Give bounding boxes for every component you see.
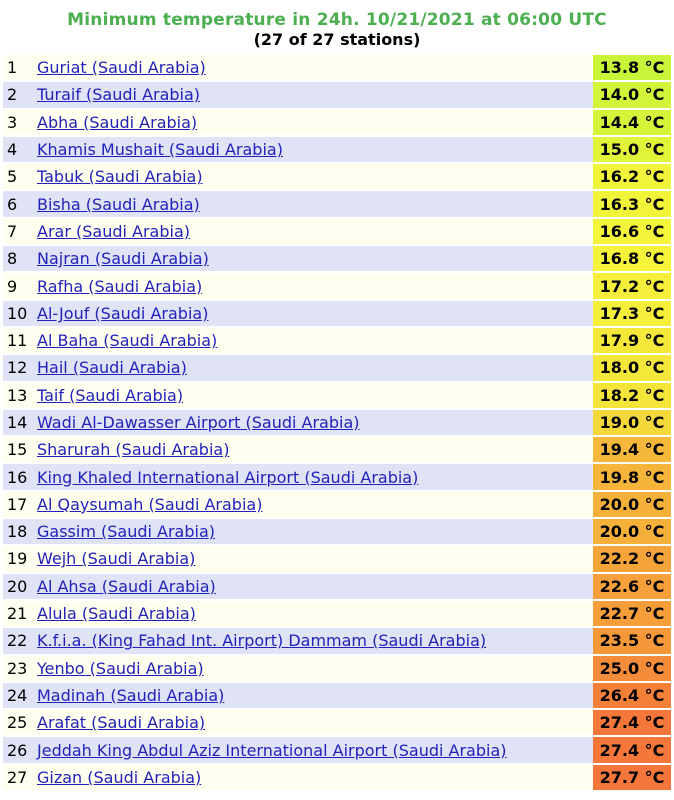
station-cell: [37, 437, 593, 462]
rank-cell: 25: [3, 710, 37, 735]
table-row: [3, 246, 671, 271]
station-link[interactable]: Yenbo (Saudi Arabia): [37, 658, 204, 678]
station-cell: [37, 519, 593, 544]
station-cell: [37, 765, 593, 790]
table-row: [3, 328, 671, 353]
rank-cell: 19: [3, 546, 37, 571]
rank-cell: 3: [3, 110, 37, 135]
rank-cell: 26: [3, 737, 37, 762]
rank-cell: 12: [3, 355, 37, 380]
rank-cell: 11: [3, 328, 37, 353]
rank-cell: 9: [3, 273, 37, 298]
temperature-cell: 19.8 °C: [593, 464, 671, 489]
table-row: [3, 110, 671, 135]
station-cell: [37, 628, 593, 653]
station-cell: [37, 656, 593, 681]
rank-cell: 6: [3, 191, 37, 216]
station-link[interactable]: Gizan (Saudi Arabia): [37, 767, 202, 787]
table-row: [3, 601, 671, 626]
table-row: [3, 355, 671, 380]
station-link[interactable]: Al Baha (Saudi Arabia): [37, 331, 218, 351]
table-row: [3, 410, 671, 435]
temperature-cell: 19.0 °C: [593, 410, 671, 435]
temperature-cell: 16.8 °C: [593, 246, 671, 271]
rank-cell: 7: [3, 219, 37, 244]
station-link[interactable]: Wadi Al-Dawasser Airport (Saudi Arabia): [37, 413, 360, 432]
table-row: [3, 683, 671, 708]
table-row: [3, 519, 671, 544]
rank-cell: 17: [3, 492, 37, 517]
station-cell: [37, 246, 593, 271]
station-link[interactable]: Alula (Saudi Arabia): [37, 604, 196, 624]
rank-cell: 4: [3, 137, 37, 162]
temperature-cell: 15.0 °C: [593, 137, 671, 162]
table-row: [3, 191, 671, 216]
rank-cell: 16: [3, 464, 37, 489]
temperature-cell: 18.2 °C: [593, 383, 671, 408]
station-count: (27 of 27 stations): [253, 30, 421, 49]
temperature-cell: 22.7 °C: [593, 601, 671, 626]
rank-cell: 15: [3, 437, 37, 462]
station-link[interactable]: Arafat (Saudi Arabia): [37, 713, 206, 733]
table-row: [3, 656, 671, 681]
table-row: [3, 710, 671, 735]
station-cell: [37, 219, 593, 244]
station-link[interactable]: Jeddah King Abdul Aziz International Airport (Saudi Arabia): [37, 740, 507, 760]
temperature-cell: 17.3 °C: [593, 301, 671, 326]
station-link[interactable]: Rafha (Saudi Arabia): [37, 276, 203, 296]
station-link[interactable]: Al Ahsa (Saudi Arabia): [37, 576, 216, 596]
station-link[interactable]: Tabuk (Saudi Arabia): [37, 167, 203, 187]
station-cell: [37, 737, 593, 762]
temperature-cell: 16.3 °C: [593, 191, 671, 216]
temperature-cell: 17.9 °C: [593, 328, 671, 353]
table-row: [3, 437, 671, 462]
page-title: Minimum temperature in 24h. 10/21/2021 at 06:00 UTC: [67, 10, 607, 30]
station-link[interactable]: King Khaled International Airport (Saudi Arabia): [37, 467, 419, 487]
rank-cell: 20: [3, 574, 37, 599]
station-cell: [37, 492, 593, 517]
station-link[interactable]: Arar (Saudi Arabia): [37, 221, 190, 241]
station-cell: [37, 355, 593, 380]
temperature-cell: 19.4 °C: [593, 437, 671, 462]
rank-cell: 18: [3, 519, 37, 544]
temperature-cell: 27.4 °C: [593, 710, 671, 735]
station-link[interactable]: Al-Jouf (Saudi Arabia): [37, 303, 209, 323]
station-link[interactable]: Al Qaysumah (Saudi Arabia): [37, 494, 263, 514]
table-row: [3, 737, 671, 762]
temperature-table: [3, 53, 671, 792]
station-cell: [37, 273, 593, 298]
temperature-cell: 23.5 °C: [593, 628, 671, 653]
table-row: [3, 219, 671, 244]
rank-cell: 23: [3, 656, 37, 681]
table-row: [3, 82, 671, 107]
station-cell: [37, 410, 593, 435]
station-cell: [37, 546, 593, 571]
temperature-cell: 20.0 °C: [593, 492, 671, 517]
station-cell: [37, 601, 593, 626]
station-cell: [37, 137, 593, 162]
table-row: [3, 164, 671, 189]
table-row: [3, 55, 671, 80]
table-row: [3, 765, 671, 790]
rank-cell: 24: [3, 683, 37, 708]
rank-cell: 8: [3, 246, 37, 271]
table-row: [3, 301, 671, 326]
rank-cell: 27: [3, 765, 37, 790]
rank-cell: 1: [3, 55, 37, 80]
table-row: [3, 137, 671, 162]
rank-cell: 13: [3, 383, 37, 408]
rank-cell: 14: [3, 410, 37, 435]
station-cell: [37, 55, 593, 80]
station-link[interactable]: Najran (Saudi Arabia): [37, 249, 209, 269]
station-cell: [37, 574, 593, 599]
station-cell: [37, 110, 593, 135]
temperature-cell: 22.2 °C: [593, 546, 671, 571]
rank-cell: 22: [3, 628, 37, 653]
station-cell: [37, 710, 593, 735]
table-body: [3, 55, 671, 790]
rank-cell: 2: [3, 82, 37, 107]
temperature-cell: 20.0 °C: [593, 519, 671, 544]
temperature-cell: 17.2 °C: [593, 273, 671, 298]
station-cell: [37, 301, 593, 326]
temperature-cell: 18.0 °C: [593, 355, 671, 380]
rank-cell: 21: [3, 601, 37, 626]
station-link[interactable]: K.f.i.a. (King Fahad Int. Airport) Dammam (Saudi Arabia): [37, 631, 487, 651]
station-link[interactable]: Bisha (Saudi Arabia): [37, 194, 200, 214]
station-cell: [37, 464, 593, 489]
table-row: [3, 492, 671, 517]
station-cell: [37, 683, 593, 708]
rank-cell: 10: [3, 301, 37, 326]
station-link[interactable]: Madinah (Saudi Arabia): [37, 685, 225, 705]
temperature-cell: 22.6 °C: [593, 574, 671, 599]
temperature-cell: 26.4 °C: [593, 683, 671, 708]
station-link[interactable]: Sharurah (Saudi Arabia): [37, 440, 230, 460]
table-row: [3, 628, 671, 653]
station-cell: [37, 191, 593, 216]
station-link[interactable]: Hail (Saudi Arabia): [37, 358, 187, 378]
temperature-cell: 25.0 °C: [593, 656, 671, 681]
table-row: [3, 546, 671, 571]
temperature-cell: 16.6 °C: [593, 219, 671, 244]
station-link[interactable]: Taif (Saudi Arabia): [37, 385, 184, 405]
station-link[interactable]: Guriat (Saudi Arabia): [37, 58, 206, 78]
temperature-cell: 14.4 °C: [593, 110, 671, 135]
station-link[interactable]: Turaif (Saudi Arabia): [37, 85, 201, 105]
station-cell: [37, 328, 593, 353]
rank-cell: 5: [3, 164, 37, 189]
temperature-cell: 13.8 °C: [593, 55, 671, 80]
temperature-cell: 14.0 °C: [593, 82, 671, 107]
temperature-cell: 16.2 °C: [593, 164, 671, 189]
station-cell: [37, 82, 593, 107]
temperature-cell: 27.7 °C: [593, 765, 671, 790]
table-row: [3, 464, 671, 489]
temperature-cell: 27.4 °C: [593, 737, 671, 762]
station-link[interactable]: Gassim (Saudi Arabia): [37, 522, 215, 542]
station-link[interactable]: Abha (Saudi Arabia): [37, 112, 198, 132]
station-link[interactable]: Khamis Mushait (Saudi Arabia): [37, 140, 283, 160]
table-row: [3, 574, 671, 599]
station-cell: [37, 164, 593, 189]
table-row: [3, 273, 671, 298]
station-link[interactable]: Wejh (Saudi Arabia): [37, 549, 196, 569]
table-row: [3, 383, 671, 408]
station-cell: [37, 383, 593, 408]
